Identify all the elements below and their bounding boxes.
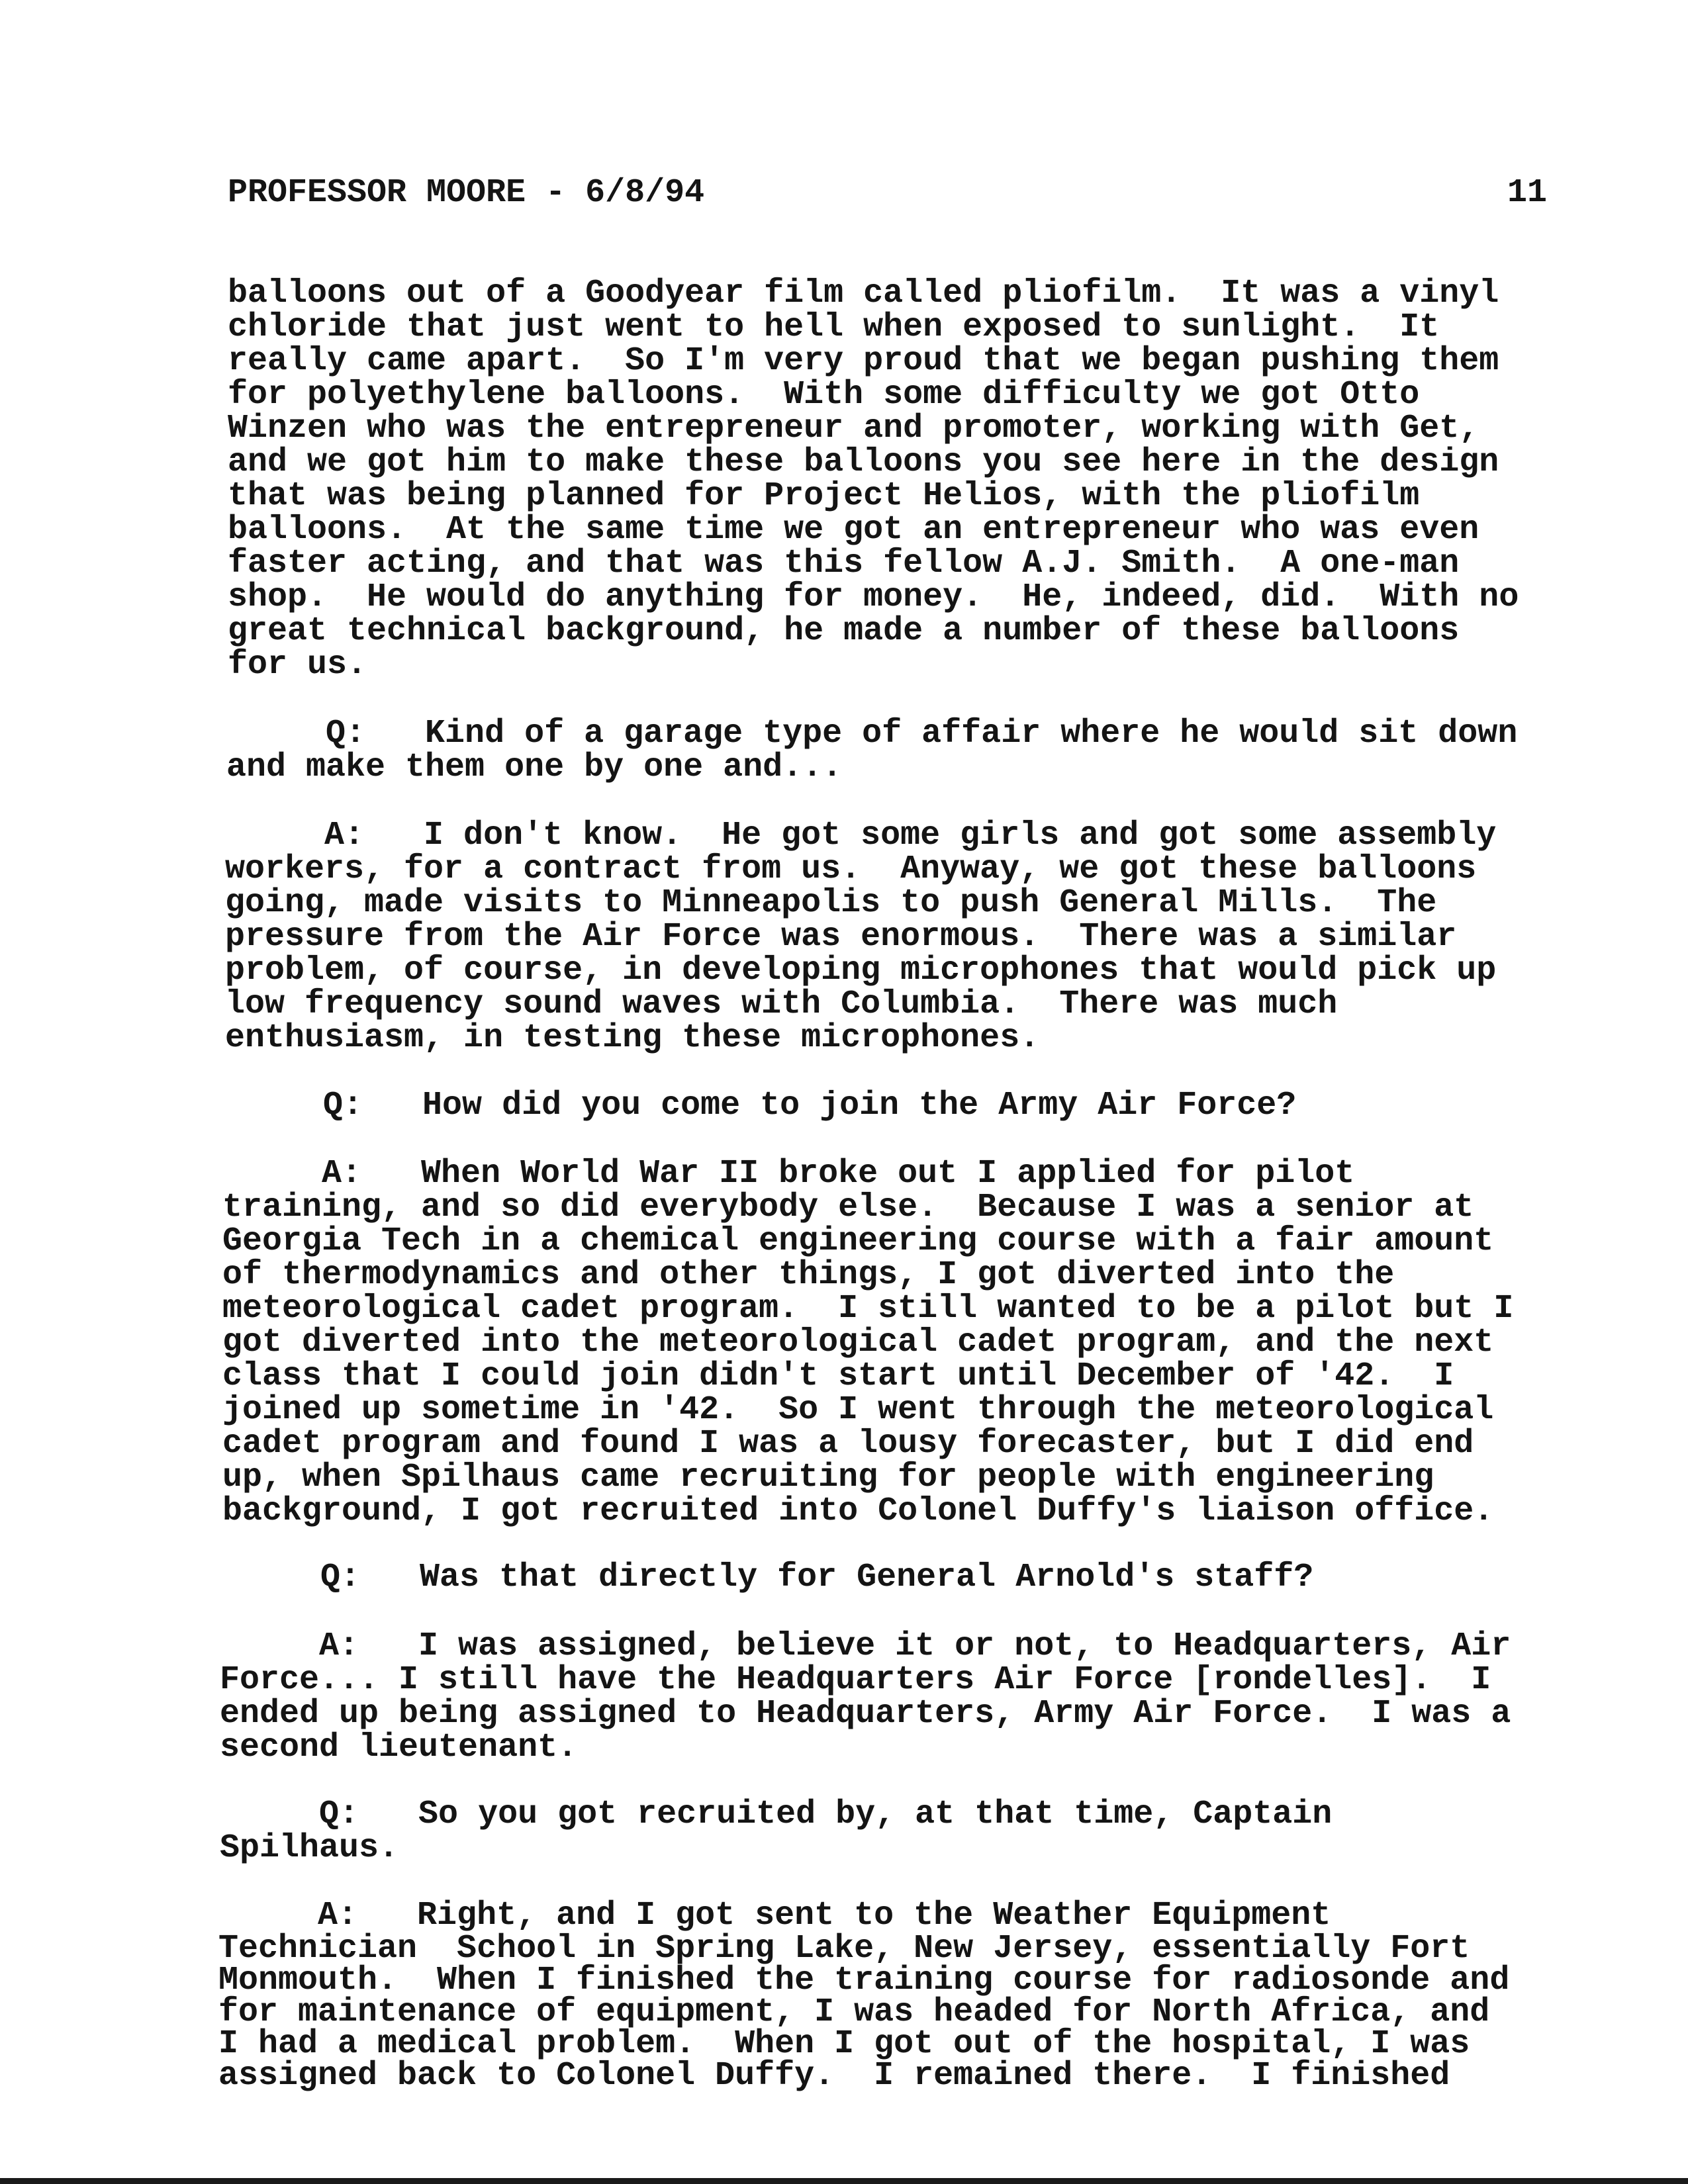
- text-line: Technician School in Spring Lake, New Jersey, essentially Fort: [218, 1930, 1470, 1968]
- text-line: Spilhaus.: [220, 1829, 399, 1867]
- text-line: going, made visits to Minneapolis to push General Mills. The: [225, 884, 1437, 922]
- text-line: problem, of course, in developing microphones that would pick up: [225, 952, 1497, 989]
- text-line: background, I got recruited into Colonel Duffy's liaison office.: [222, 1492, 1494, 1530]
- text-line: and we got him to make these balloons you see here in the design: [228, 443, 1499, 481]
- header-title: PROFESSOR MOORE - 6/8/94: [228, 174, 705, 212]
- text-line: training, and so did everybody else. Because I was a senior at: [222, 1189, 1474, 1226]
- text-line: A: I don't know. He got some girls and got some assembly: [225, 817, 1497, 854]
- text-line: assigned back to Colonel Duffy. I remained there. I finished: [218, 2057, 1450, 2095]
- text-line: got diverted into the meteorological cadet program, and the next: [222, 1324, 1494, 1361]
- text-line: for maintenance of equipment, I was headed for North Africa, and: [218, 1993, 1490, 2031]
- text-line: A: When World War II broke out I applied for pilot: [222, 1155, 1355, 1193]
- text-line: Q: How did you come to join the Army Air Force?: [224, 1087, 1297, 1124]
- text-line: of thermodynamics and other things, I got diverted into the: [222, 1256, 1395, 1294]
- text-line: pressure from the Air Force was enormous. There was a similar: [225, 918, 1457, 956]
- scan-bottom-edge: [0, 2178, 1688, 2184]
- text-line: Force... I still have the Headquarters Air Force [rondelles]. I: [220, 1661, 1491, 1699]
- text-line: I had a medical problem. When I got out of the hospital, I was: [218, 2025, 1470, 2063]
- text-line: Georgia Tech in a chemical engineering course with a fair amount: [222, 1222, 1494, 1260]
- text-line: really came apart. So I'm very proud that we began pushing them: [228, 342, 1499, 380]
- page-header: [228, 173, 1552, 213]
- text-line: A: I was assigned, believe it or not, to Headquarters, Air: [220, 1627, 1511, 1665]
- text-line: enthusiasm, in testing these microphones.: [225, 1019, 1040, 1057]
- text-line: meteorological cadet program. I still wanted to be a pilot but I: [222, 1290, 1514, 1328]
- text-line: Q: Was that directly for General Arnold's staff?: [221, 1559, 1314, 1596]
- text-line: ended up being assigned to Headquarters, Army Air Force. I was a: [220, 1695, 1511, 1733]
- text-line: second lieutenant.: [220, 1729, 578, 1766]
- text-line: joined up sometime in '42. So I went through the meteorological: [222, 1391, 1494, 1429]
- text-line: class that I could join didn't start until December of '42. I: [222, 1357, 1454, 1395]
- text-line: Winzen who was the entrepreneur and promoter, working with Get,: [228, 410, 1479, 447]
- text-line: shop. He would do anything for money. He, indeed, did. With no: [228, 578, 1519, 616]
- text-line: Monmouth. When I finished the training course for radiosonde and: [218, 1962, 1510, 1999]
- text-line: Q: Kind of a garage type of affair where he would sit down: [226, 715, 1518, 752]
- text-line: balloons. At the same time we got an entrepreneur who was even: [228, 511, 1479, 549]
- text-line: that was being planned for Project Helios, with the pliofilm: [228, 477, 1420, 515]
- page-number: 11: [1507, 174, 1548, 212]
- text-line: and make them one by one and...: [226, 749, 843, 786]
- text-line: great technical background, he made a number of these balloons: [228, 612, 1460, 650]
- text-line: faster acting, and that was this fellow A.J. Smith. A one-man: [228, 545, 1460, 582]
- text-line: cadet program and found I was a lousy forecaster, but I did end: [222, 1425, 1474, 1463]
- text-line: for polyethylene balloons. With some difficulty we got Otto: [228, 376, 1420, 414]
- text-line: for us.: [228, 646, 367, 684]
- text-line: workers, for a contract from us. Anyway, we got these balloons: [225, 850, 1477, 888]
- text-line: up, when Spilhaus came recruiting for people with engineering: [222, 1459, 1434, 1496]
- text-line: balloons out of a Goodyear film called pliofilm. It was a vinyl: [228, 275, 1499, 312]
- text-line: Q: So you got recruited by, at that time, Captain: [220, 1796, 1333, 1833]
- text-line: low frequency sound waves with Columbia. There was much: [225, 985, 1338, 1023]
- text-line: chloride that just went to hell when exposed to sunlight. It: [228, 308, 1440, 346]
- text-line: A: Right, and I got sent to the Weather Equipment: [218, 1897, 1331, 1934]
